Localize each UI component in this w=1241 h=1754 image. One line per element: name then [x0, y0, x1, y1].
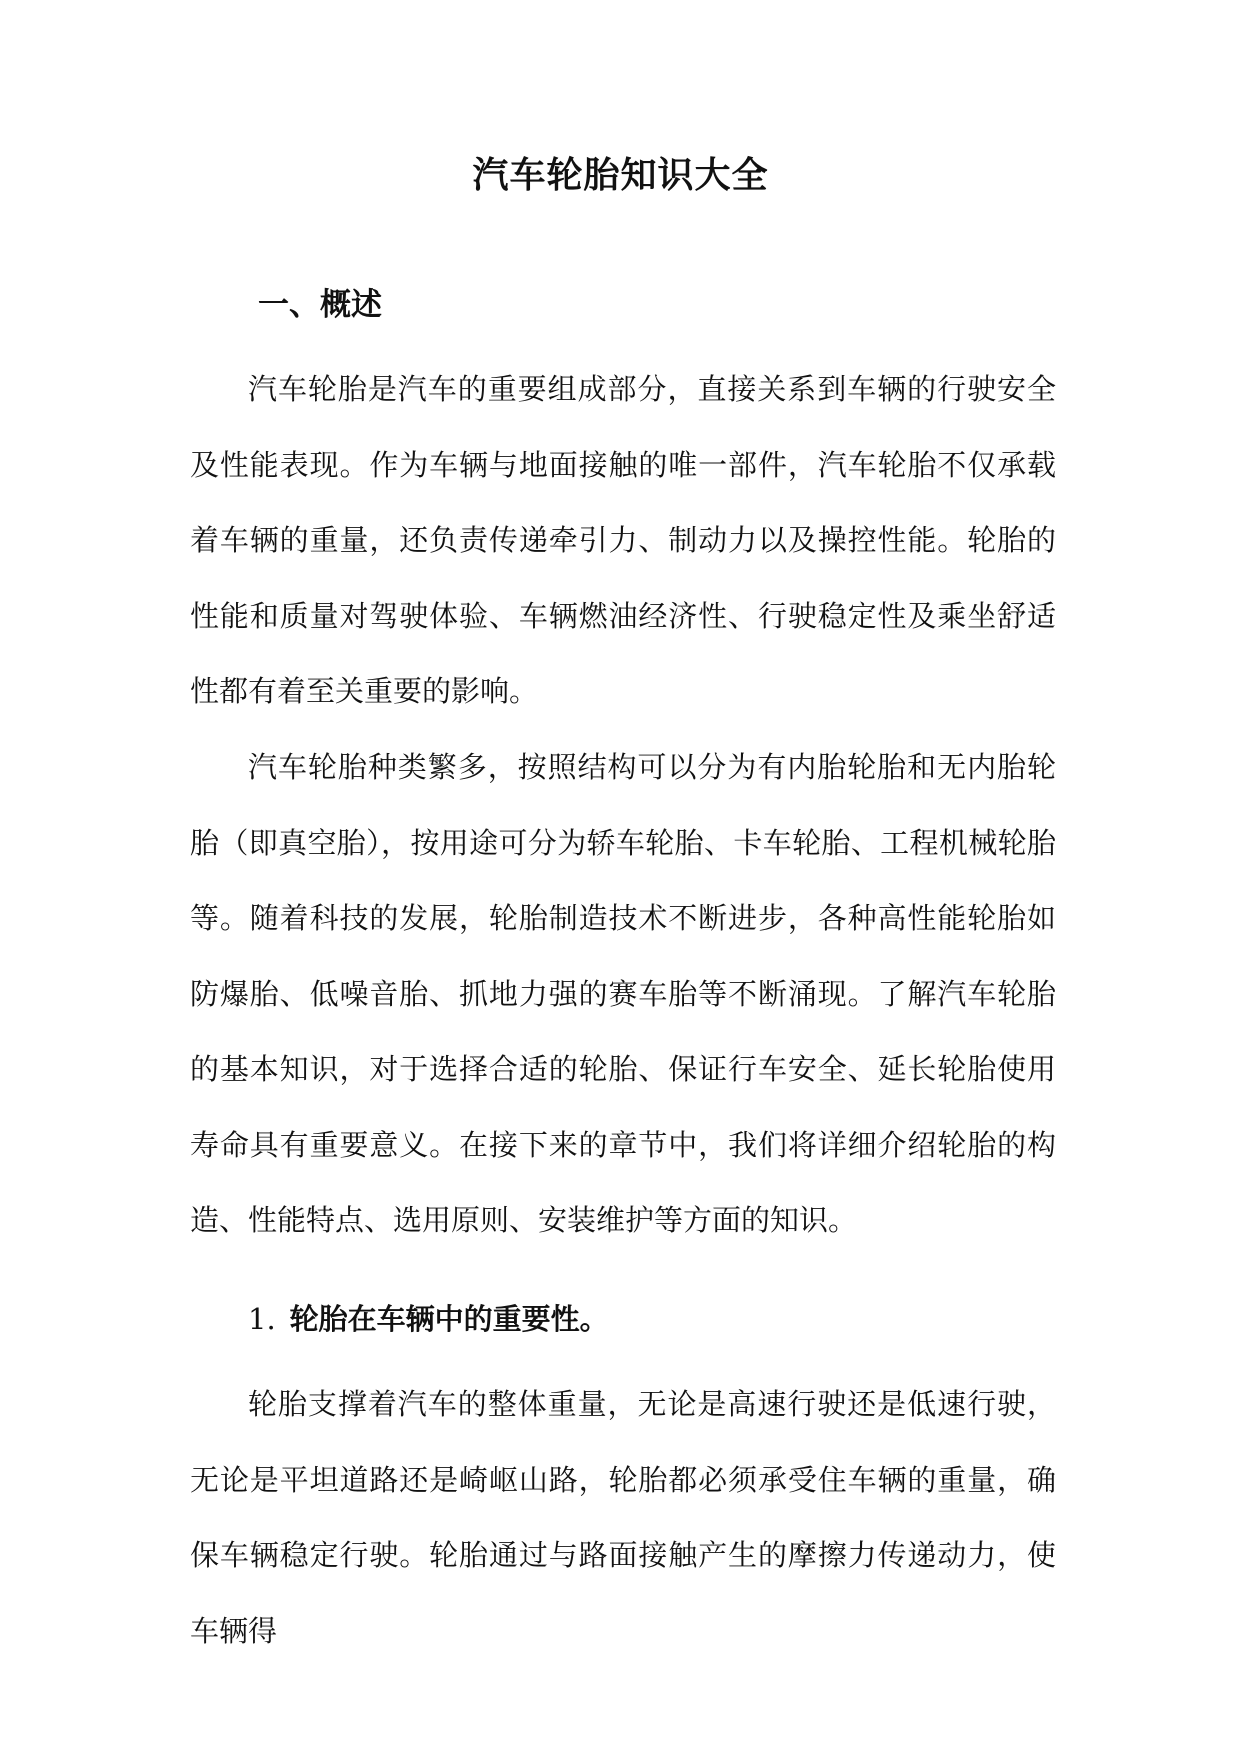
paragraph-subsection-1: 轮胎支撑着汽车的整体重量，无论是高速行驶还是低速行驶，无论是平坦道路还是崎岖山路，轮胎都必须承受住车辆的重量，确保车辆稳定行驶。轮胎通过与路面接触产生的摩擦力传递动力，使车辆得 [190, 1387, 1056, 1648]
paragraph-overview-2: 汽车轮胎种类繁多，按照结构可以分为有内胎轮胎和无内胎轮胎（即真空胎），按用途可分为轿车轮胎、卡车轮胎、工程机械轮胎等。随着科技的发展，轮胎制造技术不断进步，各种高性能轮胎如防爆胎、低噪音胎、抓地力强的赛车胎等不断涌现。了解汽车轮胎的基本知识，对于选择合适的轮胎、保证行车安全、延长轮胎使用寿命具有重要意义。在接下来的章节中，我们将详细介绍轮胎的构造、性能特点、选用原则、安装维护等方面的知识。 [190, 750, 1056, 1237]
document-title: 汽车轮胎知识大全 [472, 154, 769, 196]
subsection-number: 1. [248, 1302, 276, 1336]
subsection-title: 轮胎在车辆中的重要性。 [289, 1302, 609, 1336]
section-heading: 一、概述 [258, 287, 382, 323]
paragraph-overview-1: 汽车轮胎是汽车的重要组成部分，直接关系到车辆的行驶安全及性能表现。作为车辆与地面接触的唯一部件，汽车轮胎不仅承载着车辆的重量，还负责传递牵引力、制动力以及操控性能。轮胎的性能和质量对驾驶体验、车辆燃油经济性、行驶稳定性及乘坐舒适性都有着至关重要的影响。 [190, 372, 1056, 708]
subsection-heading [248, 1297, 609, 1341]
